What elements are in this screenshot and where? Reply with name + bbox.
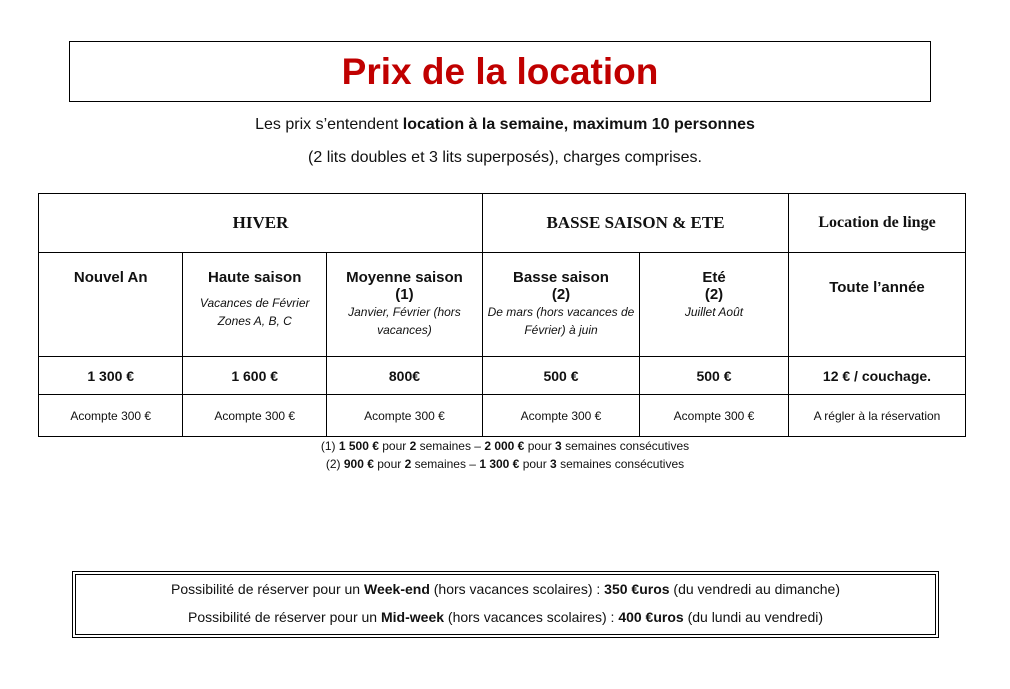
season-note-ref: (1): [395, 286, 414, 303]
group-linge: Location de linge: [789, 194, 966, 253]
note-bold: 2 000 €: [484, 439, 525, 453]
season-note-ref: (2): [704, 286, 724, 303]
price-cell: 500 €: [483, 357, 640, 395]
season-cell: [326, 253, 482, 357]
footnote-2: [0, 457, 1010, 471]
intro-text: Les prix s’entendent: [255, 116, 403, 133]
note-bold: 3: [550, 457, 557, 471]
note-bold: 2: [409, 439, 417, 453]
note-text: semaines –: [411, 457, 480, 471]
season-desc: Vacances de Février Zones A, B, C: [199, 296, 310, 328]
season-name: Basse saison: [513, 269, 609, 286]
deposit-cell: Acompte 300 €: [483, 395, 640, 437]
note-bold: 3: [555, 439, 562, 453]
intro-bold: location à la semaine, maximum 10 personnes: [402, 116, 755, 133]
note-text: pour: [519, 457, 551, 471]
offer-bold: Mid-week: [381, 609, 445, 625]
price-cell: 12 € / couchage.: [789, 357, 966, 395]
title-box: [69, 41, 931, 102]
deposit-row: [39, 395, 966, 437]
deposit-cell: A régler à la réservation: [789, 395, 966, 437]
offer-text: Possibilité de réserver pour un: [171, 581, 364, 597]
price-row: [39, 357, 966, 395]
note-text: (1): [320, 439, 339, 453]
group-hiver: HIVER: [39, 194, 483, 253]
season-desc: Janvier, Février (hors vacances): [348, 305, 461, 337]
offer-midweek: [76, 609, 935, 625]
offer-price: 350 €uros: [604, 581, 670, 597]
price-cell: 800€: [326, 357, 482, 395]
season-name: Eté: [702, 269, 726, 286]
season-cell: [183, 253, 326, 357]
group-basse-saison-ete: BASSE SAISON & ETE: [483, 194, 789, 253]
group-row: [39, 194, 966, 253]
note-text: (2): [325, 457, 344, 471]
intro-line-2: (2 lits doubles et 3 lits superposés), charges comprises.: [308, 149, 702, 166]
season-cell: [640, 253, 789, 357]
note-text: pour: [378, 439, 410, 453]
season-cell: [789, 253, 966, 357]
season-name: Nouvel An: [73, 269, 148, 286]
note-text: pour: [524, 439, 556, 453]
offer-text: (hors vacances scolaires) :: [444, 609, 619, 625]
offer-bold: Week-end: [364, 581, 430, 597]
price-cell: 1 600 €: [183, 357, 326, 395]
season-cell: [39, 253, 183, 357]
deposit-cell: Acompte 300 €: [39, 395, 183, 437]
price-cell: 1 300 €: [39, 357, 183, 395]
season-name: Haute saison: [208, 269, 302, 286]
deposit-cell: Acompte 300 €: [183, 395, 326, 437]
note-text: semaines consécutives: [556, 457, 685, 471]
deposit-cell: Acompte 300 €: [326, 395, 482, 437]
price-cell: 500 €: [640, 357, 789, 395]
note-text: pour: [373, 457, 405, 471]
deposit-cell: Acompte 300 €: [640, 395, 789, 437]
note-bold: 1 300 €: [479, 457, 520, 471]
season-desc: Juillet Août: [684, 305, 744, 319]
note-bold: 2: [404, 457, 412, 471]
note-text: semaines consécutives: [561, 439, 690, 453]
offer-text: Possibilité de réserver pour un: [188, 609, 381, 625]
note-bold: 900 €: [343, 457, 374, 471]
offer-weekend: [76, 581, 935, 597]
price-table: [38, 193, 966, 437]
offer-text: (du lundi au vendredi): [683, 609, 823, 625]
season-name: Toute l’année: [829, 279, 925, 296]
intro-line-1: [0, 116, 1010, 134]
offer-text: (hors vacances scolaires) :: [429, 581, 605, 597]
season-note-ref: (2): [551, 286, 571, 303]
season-desc: De mars (hors vacances de Février) à juin: [487, 305, 635, 337]
page-title: Prix de la location: [341, 50, 659, 92]
season-cell: [483, 253, 640, 357]
offers-box: [72, 571, 939, 638]
offer-price: 400 €uros: [618, 609, 684, 625]
season-row: [39, 253, 966, 357]
footnote-1: [0, 439, 1010, 453]
note-text: semaines –: [416, 439, 485, 453]
note-bold: 1 500 €: [338, 439, 379, 453]
season-name: Moyenne saison: [346, 269, 463, 286]
offer-text: (du vendredi au dimanche): [669, 581, 840, 597]
